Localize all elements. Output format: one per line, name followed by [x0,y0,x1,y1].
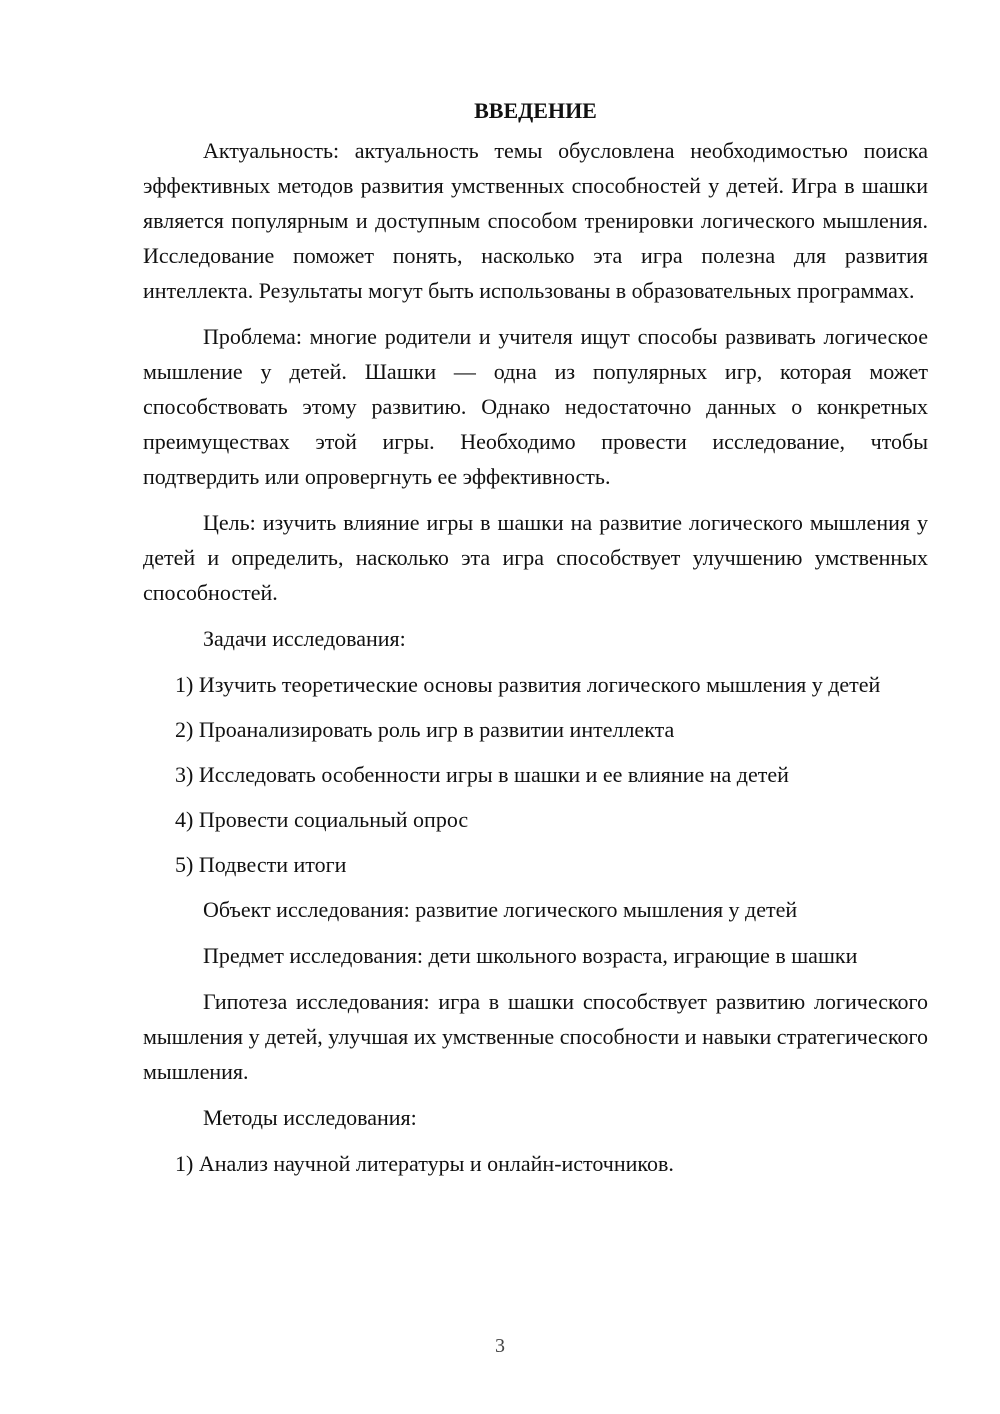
paragraph-goal: Цель: изучить влияние игры в шашки на развитие логического мышления у детей и определить, насколько эта игра способствует улучшению умственных способностей. [143,510,928,605]
page-number: 3 [495,1335,505,1357]
list-item: 5) Подвести итоги [175,852,347,877]
paragraph-hypothesis: Гипотеза исследования: игра в шашки способствует развитию логического мышления у детей, улучшая их умственные способности и навыки стратегического мышления. [143,989,928,1084]
list-item: 1) Изучить теоретические основы развития логического мышления у детей [175,672,881,697]
list-item: 3) Исследовать особенности игры в шашки и ее влияние на детей [175,762,789,787]
paragraph-problem: Проблема: многие родители и учителя ищут способы развивать логическое мышление у детей. Шашки — одна из популярных игр, которая может способствовать этому развитию. Однако недостаточно данных о конкретных преимуществах этой игры. Необходимо провести исследование, чтобы подтвердить или опровергнуть ее эффективность. [143,324,928,489]
paragraph-object: Объект исследования: развитие логического мышления у детей [203,897,798,922]
methods-heading: Методы исследования: [203,1105,417,1130]
tasks-list [143,667,928,882]
list-item: 2) Проанализировать роль игр в развитии интеллекта [175,717,675,742]
list-item: 4) Провести социальный опрос [175,807,469,832]
methods-list [143,1146,928,1181]
paragraph-subject: Предмет исследования: дети школьного возраста, играющие в шашки [203,943,858,968]
document-page [143,93,928,1191]
list-item: 1) Анализ научной литературы и онлайн-источников. [175,1151,674,1176]
paragraph-relevance: Актуальность: актуальность темы обусловлена необходимостью поиска эффективных методов развития умственных способностей у детей. Игра в шашки является популярным и доступным способом тренировки логического мышления. Исследование поможет понять, насколько эта игра полезна для развития интеллекта. Результаты могут быть использованы в образовательных программах. [143,138,928,303]
section-title: ВВЕДЕНИЕ [474,98,597,123]
tasks-heading: Задачи исследования: [203,626,406,651]
